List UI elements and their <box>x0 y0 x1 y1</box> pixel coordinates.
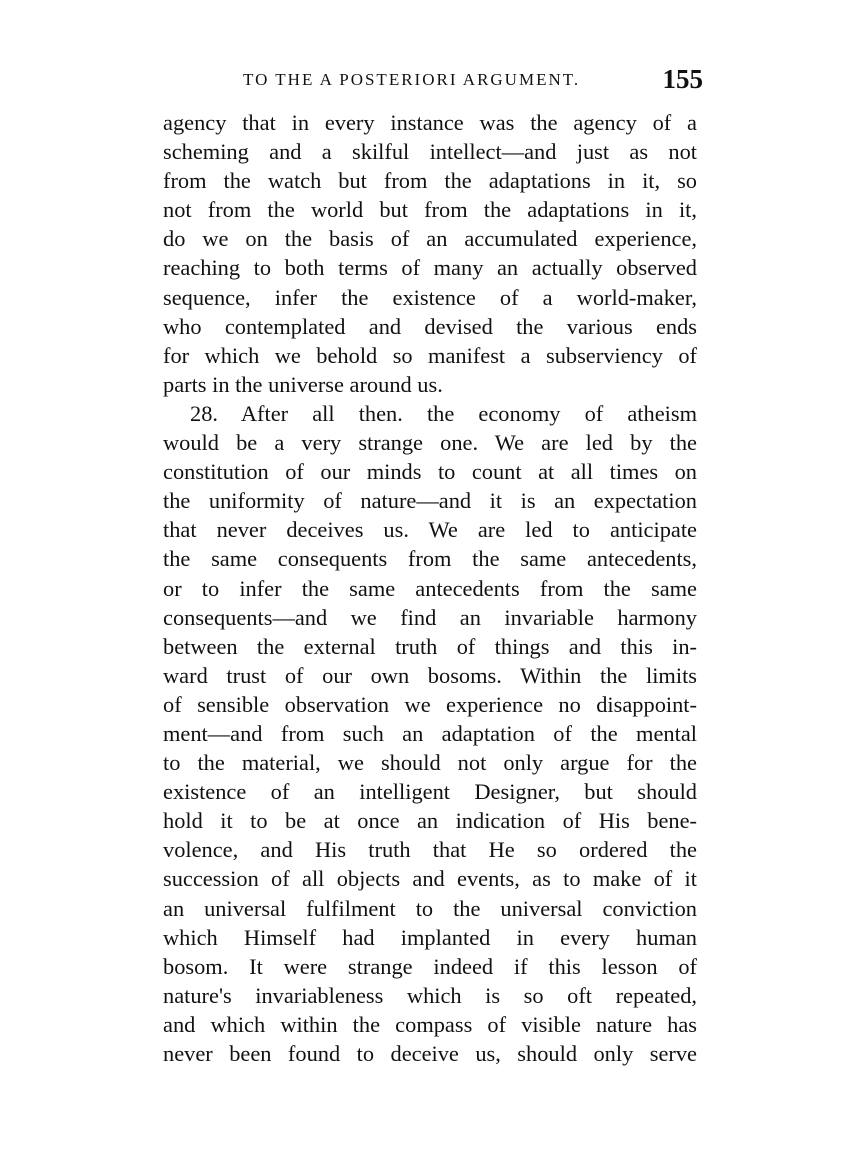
text-line: existence of an intelligent Designer, but should <box>163 779 697 805</box>
text-line: do we on the basis of an accumulated experience, <box>163 226 697 252</box>
text-line: would be a very strange one. We are led by the <box>163 430 697 456</box>
text-line: bosom. It were strange indeed if this lesson of <box>163 953 697 979</box>
text-line: that never deceives us. We are led to anticipate <box>163 517 697 543</box>
text-line: ment—and from such an adaptation of the mental <box>163 720 697 746</box>
text-line: who contemplated and devised the various ends <box>163 313 697 339</box>
text-line: and which within the compass of visible nature has <box>163 1011 697 1037</box>
text-line: for which we behold so manifest a subserviency of <box>163 342 697 368</box>
text-line: or to infer the same antecedents from the same <box>163 575 697 601</box>
running-head <box>163 62 703 96</box>
text-line: succession of all objects and events, as to make of it <box>163 866 697 892</box>
text-line: the same consequents from the same antecedents, <box>163 546 697 572</box>
running-title: TO THE A POSTERIORI ARGUMENT. <box>243 70 581 89</box>
text-line: consequents—and we find an invariable harmony <box>163 604 697 630</box>
text-line: parts in the universe around us. <box>163 371 443 397</box>
text-line: agency that in every instance was the agency of a <box>163 110 697 135</box>
text-line: volence, and His truth that He so ordered the <box>163 837 697 863</box>
text-line: of sensible observation we experience no disappoint- <box>163 691 697 717</box>
text-line: to the material, we should not only argue for the <box>163 750 697 776</box>
paragraph-start-line: 28. After all then. the economy of atheism <box>190 400 697 426</box>
text-line: constitution of our minds to count at all times on <box>163 459 697 485</box>
text-line: between the external truth of things and this in- <box>163 633 697 659</box>
text-line: scheming and a skilful intellect—and just as not <box>163 139 697 165</box>
text-line: not from the world but from the adaptations in it, <box>163 197 697 223</box>
text-line: the uniformity of nature—and it is an expectation <box>163 488 697 514</box>
text-line: which Himself had implanted in every human <box>163 924 697 950</box>
text-line: hold it to be at once an indication of His bene- <box>163 808 697 834</box>
text-line: from the watch but from the adaptations in it, so <box>163 168 697 194</box>
text-line: nature's invariableness which is so oft repeated, <box>163 982 697 1008</box>
text-line: reaching to both terms of many an actually observed <box>163 255 697 281</box>
text-line: an universal fulfilment to the universal conviction <box>163 895 697 921</box>
text-line: ward trust of our own bosoms. Within the limits <box>163 662 697 688</box>
page-number: 155 <box>662 64 703 94</box>
text-line: never been found to deceive us, should only serve <box>163 1041 697 1066</box>
text-line: sequence, infer the existence of a world-maker, <box>163 284 697 310</box>
body-text <box>163 108 697 1068</box>
